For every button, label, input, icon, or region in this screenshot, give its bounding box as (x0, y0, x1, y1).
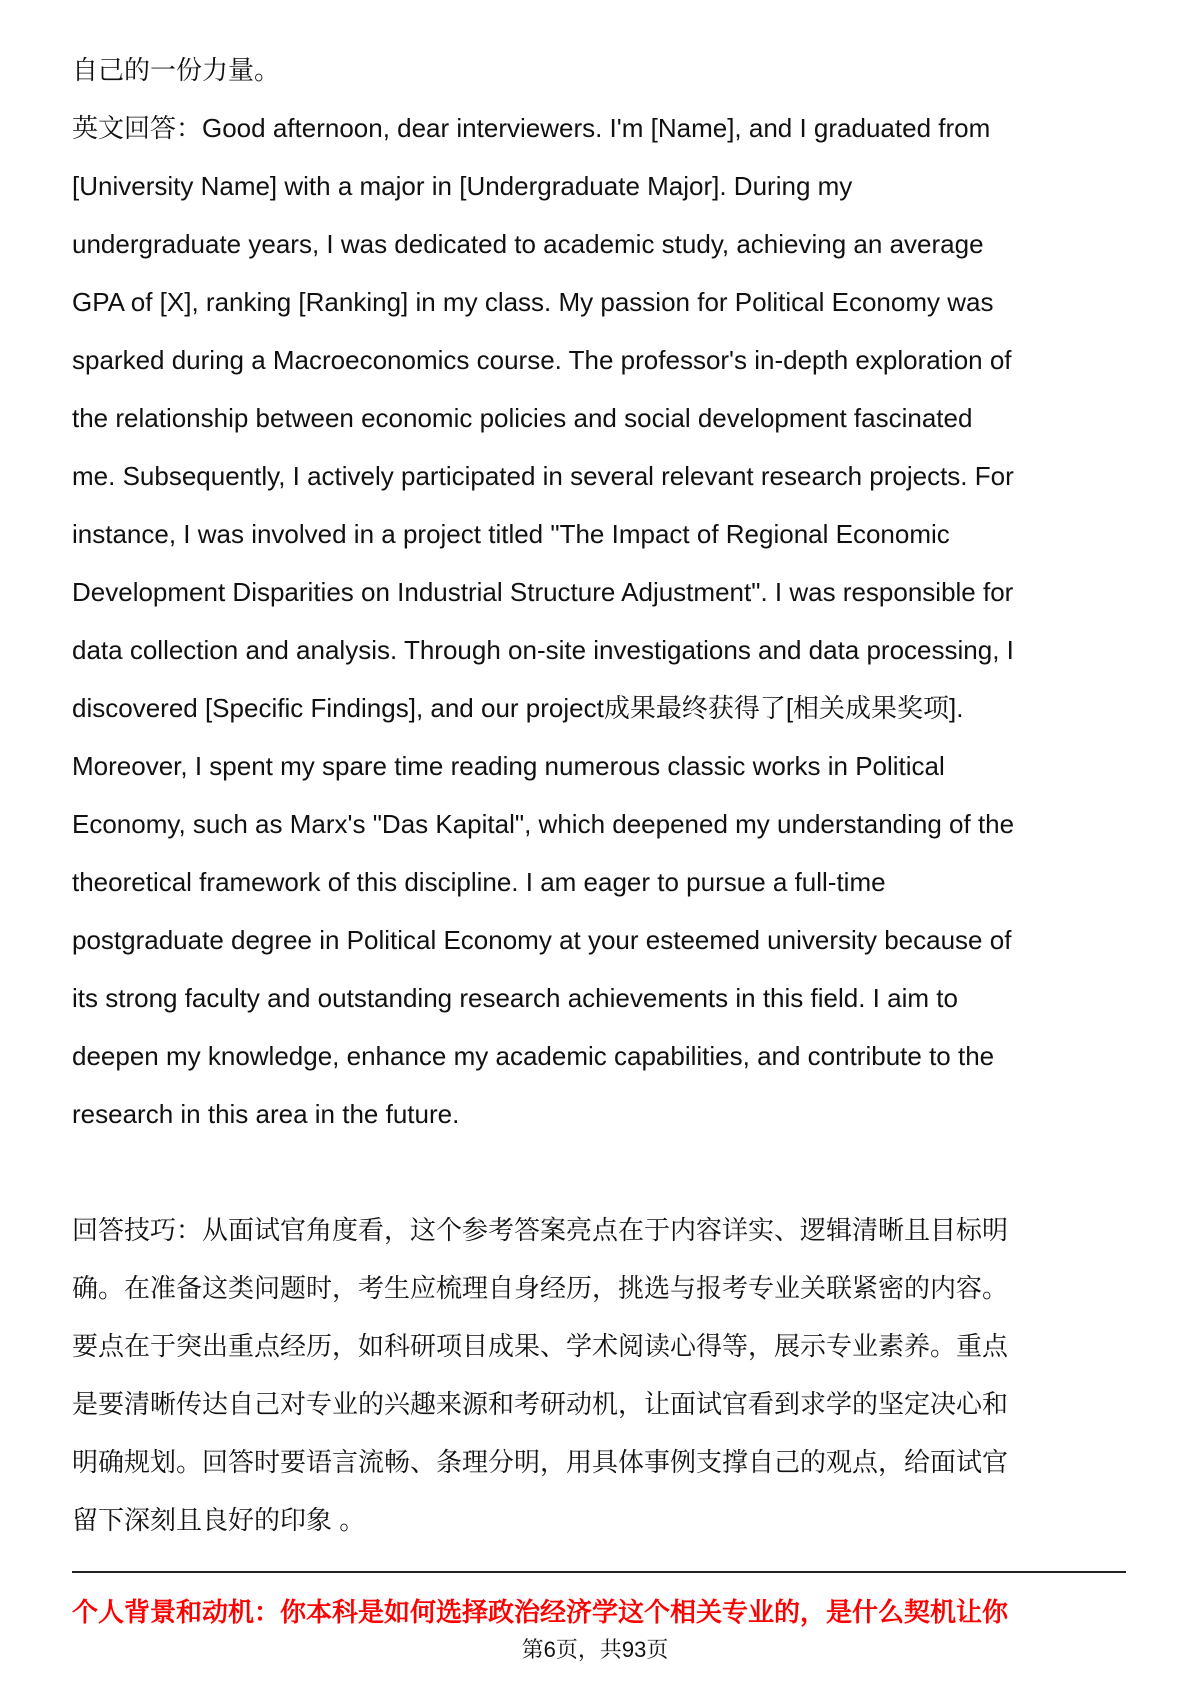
english-answer-line: Economy, such as Marx's "Das Kapital", which deepened my understanding of the (72, 809, 1015, 839)
english-answer-line: theoretical framework of this discipline. I am eager to pursue a full-time (72, 867, 886, 897)
english-answer-line: the relationship between economic policies and social development fascinated (72, 403, 973, 433)
next-question-heading: 个人背景和动机：你本科是如何选择政治经济学这个相关专业的，是什么契机让你 (72, 1597, 1009, 1627)
english-answer-line: instance, I was involved in a project titled "The Impact of Regional Economic (72, 519, 950, 549)
english-answer-line: undergraduate years, I was dedicated to academic study, achieving an average (72, 229, 984, 259)
english-answer-line: discovered [Specific Findings], and our project成果最终获得了[相关成果奖项]. (72, 693, 964, 723)
english-answer-line: sparked during a Macroeconomics course. The professor's in-depth exploration of (72, 345, 1012, 375)
page-footer: 第6页，共93页 (521, 1637, 669, 1662)
divider (72, 1571, 1126, 1573)
tips-line: 明确规划。回答时要语言流畅、条理分明，用具体事例支撑自己的观点，给面试官 (72, 1447, 1009, 1477)
tips-line: 回答技巧：从面试官角度看，这个参考答案亮点在于内容详实、逻辑清晰且目标明 (72, 1215, 1009, 1245)
intro-tail: 自己的一份力量。 (72, 55, 281, 85)
english-answer-line: postgraduate degree in Political Economy at your esteemed university because of (72, 925, 1012, 955)
english-answer-line: GPA of [X], ranking [Ranking] in my class. My passion for Political Economy was (72, 287, 994, 317)
english-answer-line: Development Disparities on Industrial Structure Adjustment". I was responsible for (72, 577, 1014, 607)
tips-line: 留下深刻且良好的印象 。 (72, 1505, 366, 1535)
english-answer-line: 英文回答：Good afternoon, dear interviewers. I'm [Name], and I graduated from (72, 113, 991, 143)
english-answer-line: Moreover, I spent my spare time reading numerous classic works in Political (72, 751, 945, 781)
tips-line: 要点在于突出重点经历，如科研项目成果、学术阅读心得等，展示专业素养。重点 (72, 1331, 1009, 1361)
english-answer-line: me. Subsequently, I actively participated in several relevant research projects. For (72, 461, 1014, 491)
tips-line: 确。在准备这类问题时，考生应梳理自身经历，挑选与报考专业关联紧密的内容。 (72, 1273, 1009, 1303)
tips-line: 是要清晰传达自己对专业的兴趣来源和考研动机，让面试官看到求学的坚定决心和 (72, 1389, 1009, 1419)
english-answer-line: research in this area in the future. (72, 1099, 460, 1129)
english-answer-line: its strong faculty and outstanding research achievements in this field. I aim to (72, 983, 958, 1013)
english-answer-line: [University Name] with a major in [Undergraduate Major]. During my (72, 171, 853, 201)
english-answer-line: data collection and analysis. Through on-site investigations and data processing, I (72, 635, 1014, 665)
english-answer-line: deepen my knowledge, enhance my academic capabilities, and contribute to the (72, 1041, 995, 1071)
